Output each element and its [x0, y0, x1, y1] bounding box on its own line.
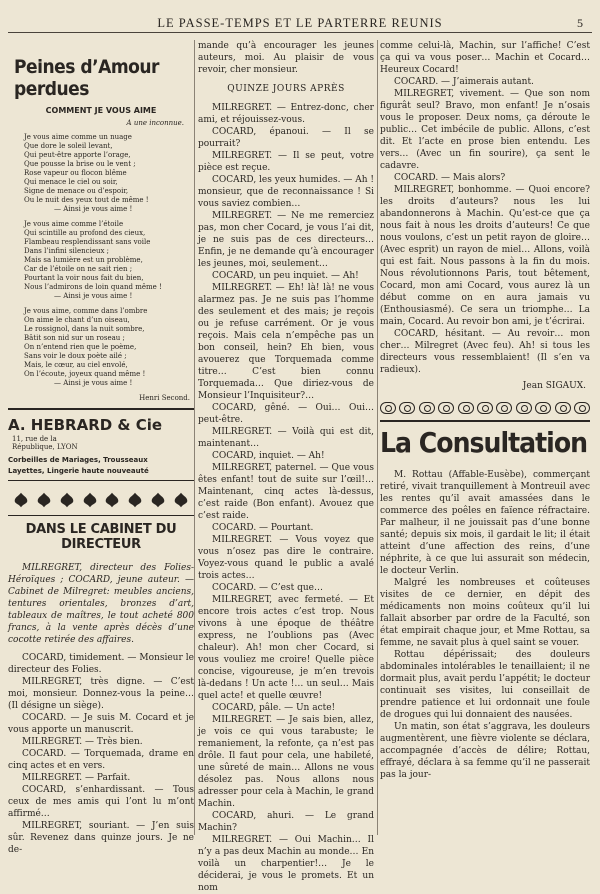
- chain-link-icon: [535, 402, 551, 414]
- dialogue-line: COCARD, épanoui. — Il se pourrait?: [198, 127, 374, 149]
- ad-line-1: Corbeilles de Mariages, Trousseaux: [8, 456, 148, 464]
- verse: On aime le chant d’un oiseau,: [24, 316, 130, 324]
- dialogue-line: COCARD, timidement. — Monsieur le directeur des Folies.: [8, 653, 194, 675]
- verse: Bâtit son nid sur un roseau ;: [24, 334, 125, 342]
- chain-link-icon: [477, 402, 493, 414]
- dialogue-line: COCARD, inquiet. — Ah!: [212, 451, 325, 461]
- verse: Qui menace le ciel ou soir,: [24, 178, 118, 186]
- dialogue-line: MILREGRET. — Eh! là! là! ne vous alarmez pas. Je ne suis pas l’homme des seulement et des mais; je reçois ou je refuse carrément. Or je vous reçois. Mais cela n’empêche pas un bon conseil, hein? Eh bien, vous avouerez que Torquemada comme titre… C’est bien connu Torquemada… Que diriez-vous de Monsieur l’Inquisiteur?…: [198, 283, 374, 401]
- verse: Que pousse la brise ou le vent ;: [24, 160, 136, 168]
- dialogue-line: MILREGRET. — Entrez-donc, cher ami, et réjouissez-vous.: [198, 103, 374, 125]
- poem-signature: Henri Second.: [139, 394, 190, 402]
- verse: Mais sa lumière est un problème,: [24, 256, 143, 264]
- chain-link-icon: [438, 402, 454, 414]
- verse: Car de l’étoile on ne sait rien ;: [24, 265, 133, 273]
- dialogue-line: MILREGRET, bonhomme. — Quoi encore? les droits d’auteurs? nous les lui abandonnerons à Machin. Qu’est-ce que ça nous fait à nous les droits d’auteurs! Ce que nous voulons, c’est un petit rayon de gloire… (Avec esprit) un rayon de miel… Allons, voilà qui est fait. Nous passons à la fin du mois. Nous révolutionnons Paris, tout bêtement, Cocard, mon ami Cocard, vous aurez là un début comme on en aura jamais vu (Enthousiasmé). Ce sera un triomphe… La main, Cocard. Au revoir bon ami, je t’écrirai.: [380, 185, 590, 327]
- dialogue-line: MILREGRET. — Voilà qui est dit, maintenant…: [198, 427, 374, 449]
- dialogue-line: COCARD, ahuri. — Le grand Machin?: [198, 811, 374, 833]
- dialogue-line: comme celui-là, Machin, sur l’affiche! C’est ça qui va vous poser… Machin et Cocard… Heureux Cocard!: [380, 41, 590, 75]
- dialogue-line: MILREGRET, très digne. — C’est moi, monsieur. Donnez-vous la peine… (Il désigne un siège).: [8, 677, 194, 711]
- dialogue-line: COCARD, hésitant. — Au revoir… mon cher… Milregret (Avec feu). Ah! si tous les directeurs vous ressemblaient! (Il s’en va radieux).: [380, 329, 590, 375]
- fleuron-icon: [172, 491, 190, 509]
- verse: Je vous aime, comme dans l’ombre: [24, 307, 148, 315]
- fleuron-icon: [12, 491, 30, 509]
- verse: Qui scintille au profond des cieux,: [24, 229, 146, 237]
- verse: Dans l’infini silencieux ;: [24, 247, 110, 255]
- advertisement: [8, 408, 194, 481]
- dialogue-line: COCARD. — Torquemada, drame en cinq actes et en vers.: [8, 749, 194, 771]
- chain-link-icon: [458, 402, 474, 414]
- ad-line-2: Layettes, Lingerie haute nouveauté: [8, 467, 149, 475]
- fleuron-icon: [149, 491, 167, 509]
- dialogue-line: MILREGRET. — Je sais bien, allez, je vois ce qui vous tarabuste; le remaniement, la refonte, ça n’est pas drôle. Il faut pour cela, une habileté, une sûreté de main… Allons ne vous désolez pas. Nous allons nous adresser pour cela à Machin, le grand Machin.: [198, 715, 374, 809]
- stanza-3: [8, 307, 194, 388]
- verse: Le rossignol, dans la nuit sombre,: [24, 325, 145, 333]
- verse: On n’entend rien que le poème,: [24, 343, 137, 351]
- chain-link-icon: [574, 402, 590, 414]
- dialogue-line: COCARD, un peu inquiet. — Ah!: [212, 271, 359, 281]
- chain-link-icon: [399, 402, 415, 414]
- chain-link-icon: [555, 402, 571, 414]
- story-paragraph: Malgré les nombreuses et coûteuses visites de ce dernier, en dépit des médicaments non moins coûteux qu’il lui fallait absorber par ordre de la Faculté, son état empirait chaque jour, et Mme Rottau, sa femme, ne savait plus à quel saint se vouer.: [380, 578, 590, 648]
- running-head: [8, 8, 592, 38]
- cast-description: MILREGRET, directeur des Folies-Héroïques ; COCARD, jeune auteur. — Cabinet de Milregret: meubles anciens, tentures orientales, bronzes d’art, tableaux de maîtres, le tout acheté 800 francs, à la vente après décès d’une cocotte retirée des affaires.: [8, 563, 194, 645]
- dialogue-line: COCARD. — Mais alors?: [394, 173, 506, 183]
- dialogue-signature: Jean SIGAUX.: [522, 381, 586, 391]
- chain-link-icon: [516, 402, 532, 414]
- ornamental-band: [380, 402, 590, 414]
- chain-link-icon: [496, 402, 512, 414]
- dialogue-line: MILREGRET. — Oui Machin… Il n’y a pas deux Machin au monde… En voilà un charpentier!… Je le déciderai, je vous le promets. Et un nom: [198, 835, 374, 893]
- dialogue-line: COCARD, gêné. — Oui… Oui… peut-être.: [198, 403, 374, 425]
- scene-title: QUINZE JOURS APRÈS: [227, 84, 345, 94]
- dialogue-line: COCARD, pâle. — Un acte!: [212, 703, 336, 713]
- paragraph: mande qu’à encourager les jeunes auteurs, moi. Au plaisir de vous revoir, cher monsieur.: [198, 41, 374, 75]
- column-3: [380, 40, 590, 835]
- ad-address: [12, 435, 78, 451]
- chain-link-icon: [380, 402, 396, 414]
- dialogue-line: MILREGRET, vivement. — Que son nom figurât seul? Bravo, mon enfant! Je n’osais vous le proposer. Deux noms, ça déroute le public… Cet imbécile de public. Allons, c’est dit. Et l’acte en prose bien entendu. Les vers… (Avec un fin sourire), ça sent le cadavre.: [380, 89, 590, 171]
- verse: Qui peut-être apporte l’orage,: [24, 151, 131, 159]
- refrain: — Ainsi je vous aime !: [54, 379, 133, 387]
- verse: Pourtant la voir nous fait du bien,: [24, 274, 144, 282]
- fleuron-icon: [81, 491, 99, 509]
- dialogue-line: MILREGRET. — Parfait.: [22, 773, 131, 783]
- fleuron-icon: [126, 491, 144, 509]
- verse: Mais, le cœur, au ciel envolé,: [24, 361, 128, 369]
- column-rule-2: [377, 40, 378, 835]
- fleuron-icon: [58, 491, 76, 509]
- dialogue-line: MILREGRET. — Très bien.: [22, 737, 143, 747]
- verse: Flambeau resplendissant sans voile: [24, 238, 151, 246]
- story-headline: La Consultation: [380, 420, 590, 459]
- poem-title: COMMENT JE VOUS AIME: [45, 106, 157, 115]
- poem-dedication: A une inconnue.: [126, 119, 184, 127]
- verse: Sans voir le doux poète ailé ;: [24, 352, 127, 360]
- story-paragraph: Un matin, son état s’aggrava, les douleurs augmentèrent, une fièvre violente se déclara, accompagnée d’accès de délire; Rottau, effrayé, déclara à sa femme qu’il ne passerait pas la jour-: [380, 722, 590, 780]
- header-rule: [8, 32, 592, 33]
- verse: Rose vapeur ou flocon blême: [24, 169, 127, 177]
- chain-link-icon: [419, 402, 435, 414]
- dialogue-line: MILREGRET, paternel. — Que vous êtes enfant! tout de suite sur l’œil!… Maintenant, cinq actes là-dessus, c’est raide (Bon enfant). Avouez que c’est raide.: [198, 463, 374, 521]
- verse: Ou le nuit des yeux tout de même !: [24, 196, 149, 204]
- dialogue-line: COCARD. — Pourtant.: [212, 523, 314, 533]
- dialogue-line: MILREGRET. — Il se peut, votre pièce est reçue.: [198, 151, 374, 173]
- ad-address-line-1: 11, rue de la: [12, 435, 57, 443]
- dialogue-headline: DANS LE CABINET DU DIRECTEUR: [8, 515, 194, 552]
- verse: Je vous aime comme l’étoile: [24, 220, 124, 228]
- dialogue-line: COCARD. — Je suis M. Cocard et je vous apporte un manuscrit.: [8, 713, 194, 735]
- stanza-1: [8, 133, 194, 214]
- story-paragraph: M. Rottau (Affable-Eusèbe), commerçant retiré, vivait tranquillement à Montreuil avec les rentes qu’il avait amassées dans le commerce des poêles en faïence réfractaire. Par malheur, il ne jouissait pas d’une bonne santé; depuis six mois, il gardait le lit; il était atteint d’une affection des reins, d’une néphrite, à ce que lui assurait son médecin, le docteur Verlin.: [380, 470, 590, 576]
- fleuron-icon: [35, 491, 53, 509]
- poem: [8, 133, 194, 388]
- column-1: [8, 40, 194, 855]
- column-2: [198, 40, 374, 893]
- dialogue-line: COCARD, les yeux humides. — Ah ! monsieur, que de reconnaissance ! Si vous saviez combien…: [198, 175, 374, 209]
- dialogue-line: MILREGRET. — Ne me remerciez pas, mon cher Cocard, je vous l’ai dit, je ne suis pas de ces directeurs… Enfin, je ne demande qu’à encourager les jeunes, moi, seulement…: [198, 211, 374, 269]
- verse: On l’écoute, joyeux quand même !: [24, 370, 146, 378]
- dialogue-line: MILREGRET, avec fermeté. — Et encore trois actes c’est trop. Nous vivons à une époque de théâtre express, ne l’oublions pas (Avec chaleur). Ah! mon cher Cocard, si vous vouliez me croire! Quelle pièce concise, vigoureuse, je m’en trevois là-dedans ! Un acte !… un seul… Mais quel acte! et quelle œuvre!: [198, 595, 374, 701]
- journal-title: LE PASSE-TEMPS ET LE PARTERRE REUNIS: [157, 16, 443, 30]
- poem-headline: Peines d’Amour perdues: [14, 56, 159, 100]
- fleuron-icon: [103, 491, 121, 509]
- verse: Nous l’admirons de loin quand même !: [24, 283, 162, 291]
- ad-address-line-2: République, LYON: [12, 443, 78, 451]
- verse: Je vous aime comme un nuage: [24, 133, 132, 141]
- story-paragraph: Rottau dépérissait; des douleurs abdominales intolérables le tenaillaient; il ne dormait plus, avait perdu l’appétit; le docteur continuait ses visites, lui conseillait de prendre patience et lui ordonnait une foule de drogues qui lui donnaient des nausées.: [380, 650, 590, 720]
- refrain: — Ainsi je vous aime !: [54, 292, 133, 300]
- dialogue-line: COCARD. — C’est que…: [212, 583, 323, 593]
- ornament-row: [12, 491, 190, 509]
- column-rule-1: [194, 40, 195, 835]
- verse: Que dore le soleil levant,: [24, 142, 113, 150]
- stanza-2: [8, 220, 194, 301]
- dialogue-line: COCARD. — J’aimerais autant.: [394, 77, 534, 87]
- ad-company-name: A. HEBRARD & Cie: [8, 416, 163, 434]
- verse: Signe de menace ou d’espoir,: [24, 187, 129, 195]
- page-number: 5: [577, 16, 584, 30]
- dialogue-line: COCARD, s’enhardissant. — Tous ceux de mes amis qui l’ont lu m’ont affirmé…: [8, 785, 194, 819]
- dialogue-line: MILREGRET, souriant. — J’en suis sûr. Revenez dans quinze jours. Je ne de-: [8, 821, 194, 855]
- dialogue-line: MILREGRET. — Vous voyez que vous n’osez pas dire le contraire. Voyez-vous quand le public a avalé trois actes…: [198, 535, 374, 581]
- refrain: — Ainsi je vous aime !: [54, 205, 133, 213]
